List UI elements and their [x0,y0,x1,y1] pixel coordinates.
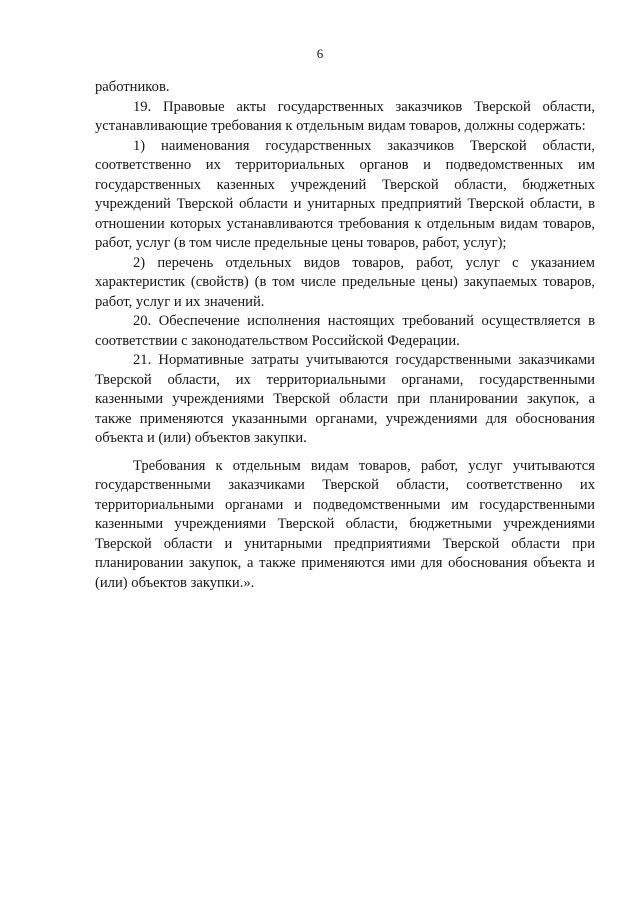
paragraph-subitem-2: 2) перечень отдельных видов товаров, работ, услуг с указанием характеристик (свойств) (в том числе предельные цены) закупаемых товаров, работ, услуг и их значений. [95,254,595,310]
paragraph-requirements: Требования к отдельным видам товаров, работ, услуг учитываются государственными заказчиками Тверской области, соответственно их территориальными органами и подведомственными им государственными казенными учреждениями Тверской области, бюджетными учреждениями Тверской области и унитарными предприятиями Тверской области при планировании закупок, а также применяются ими для обоснования объекта и (или) объектов закупки.». [95,457,595,591]
paragraph-item-20: 20. Обеспечение исполнения настоящих требований осуществляется в соответствии с законодательством Российской Федерации. [95,313,595,349]
paragraph-continuation: работников. [95,79,170,95]
document-body [95,78,595,593]
paragraph-subitem-1: 1) наименования государственных заказчиков Тверской области, соответственно их территориальных органов и подведомственных им государственных казенных учреждений Тверской области, бюджетных учреждений Тверской области и унитарных предприятий Тверской области, в отношении которых устанавливаются требования к отдельным видам товаров, работ, услуг (в том числе предельные цены товаров, работ, услуг); [95,137,595,251]
page-number: 6 [316,46,324,61]
paragraph-item-21: 21. Нормативные затраты учитываются государственными заказчиками Тверской области, их территориальными органами, государственными казенными учреждениями Тверской области при планировании закупок, а также применяются указанными органами, учреждениями для обоснования объекта и (или) объектов закупки. [95,352,595,446]
paragraph-item-19: 19. Правовые акты государственных заказчиков Тверской области, устанавливающие требования к отдельным видам товаров, должны содержать: [95,98,595,134]
